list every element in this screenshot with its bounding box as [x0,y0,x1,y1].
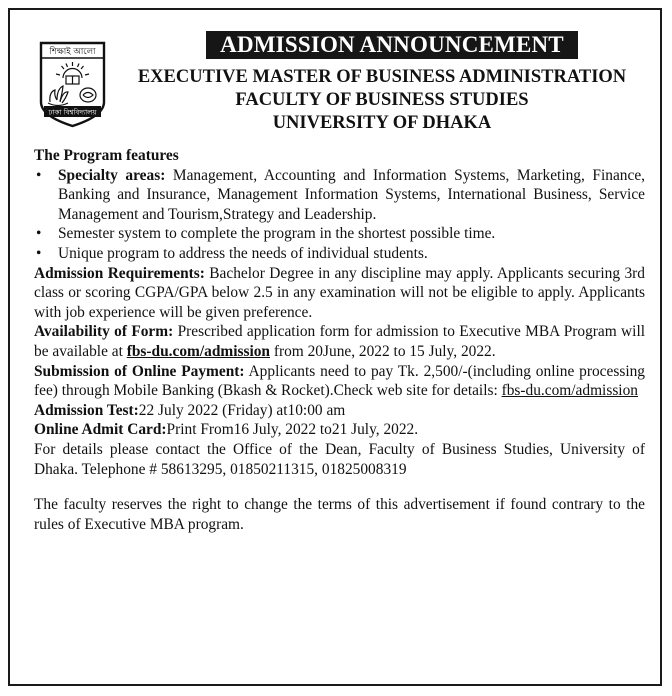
requirements-label: Admission Requirements: [34,264,205,282]
admission-link[interactable]: fbs-du.com/admission [126,342,270,360]
faculty-title: FACULTY OF BUSINESS STUDIES [235,90,529,110]
availability-text: Prescribed application form for admission to Executive MBA Program will be available at [34,323,645,360]
university-title: UNIVERSITY OF DHAKA [272,113,492,133]
university-logo [36,40,109,130]
header-titles [108,66,656,135]
logo-motto: শিক্ষাই আলো [49,47,96,57]
features-list [34,166,645,264]
admission-banner: ADMISSION ANNOUNCEMENT [206,31,578,59]
requirements-text: Bachelor Degree in any discipline may apply. Applicants securing 3rd class or scoring CGPA/GPA below 2.5 in any examination will not be eligible to apply. Applicants with job experience will be given preference. [34,264,645,321]
bullet-icon: • [36,244,42,262]
admission-test-text: 22 July 2022 (Friday) at10:00 am [138,401,346,419]
feature-semester [34,224,645,244]
feature-unique [34,244,645,264]
availability-label: Availability of Form: [34,323,174,341]
admit-card-text: Print From16 July, 2022 to21 July, 2022. [166,421,419,439]
availability-dates: from 20June, 2022 to 15 July, 2022. [270,342,496,360]
feature-semester-text: Semester system to complete the program in the shortest possible time. [58,225,496,243]
contact-paragraph: For details please contact the Office of the Dean, Faculty of Business Studies, University of Dhaka. Telephone # 58613295, 01850211315, 01825008319 [34,440,645,478]
admit-card-label: Online Admit Card: [34,421,167,439]
admission-test-label: Admission Test: [34,401,139,419]
admit-card-line [34,420,645,440]
announcement-body [34,146,645,534]
bullet-icon: • [36,166,42,184]
program-title: EXECUTIVE MASTER OF BUSINESS ADMINISTRATION [137,67,627,87]
logo-name: ঢাকা বিশ্ববিদ্যালয় [48,108,97,117]
disclaimer-paragraph: The faculty reserves the right to change the terms of this advertisement if found contrary to the rules of Executive MBA program. [34,496,645,533]
availability-paragraph [34,322,645,361]
payment-label: Submission of Online Payment: [34,362,245,380]
requirements-paragraph [34,264,645,323]
feature-unique-text: Unique program to address the needs of individual students. [58,244,428,262]
university-crest-icon [36,40,109,130]
feature-specialty [34,166,645,225]
specialty-text: Management, Accounting and Information Systems, Marketing, Finance, Banking and Insurance, Management Information Systems, International Business, Service Management and Tourism,Strategy and Leadership. [58,166,645,223]
specialty-label: Specialty areas: [58,166,166,184]
bullet-icon: • [36,225,42,243]
payment-paragraph [34,362,645,401]
payment-text: Applicants need to pay Tk. 2,500/-(including online processing fee) through Mobile Banking (Bkash & Rocket).Check web site for details: [34,362,645,400]
features-title: The Program features [34,147,179,164]
admission-test-line [34,401,645,421]
payment-link[interactable]: fbs-du.com/admission [501,382,638,400]
